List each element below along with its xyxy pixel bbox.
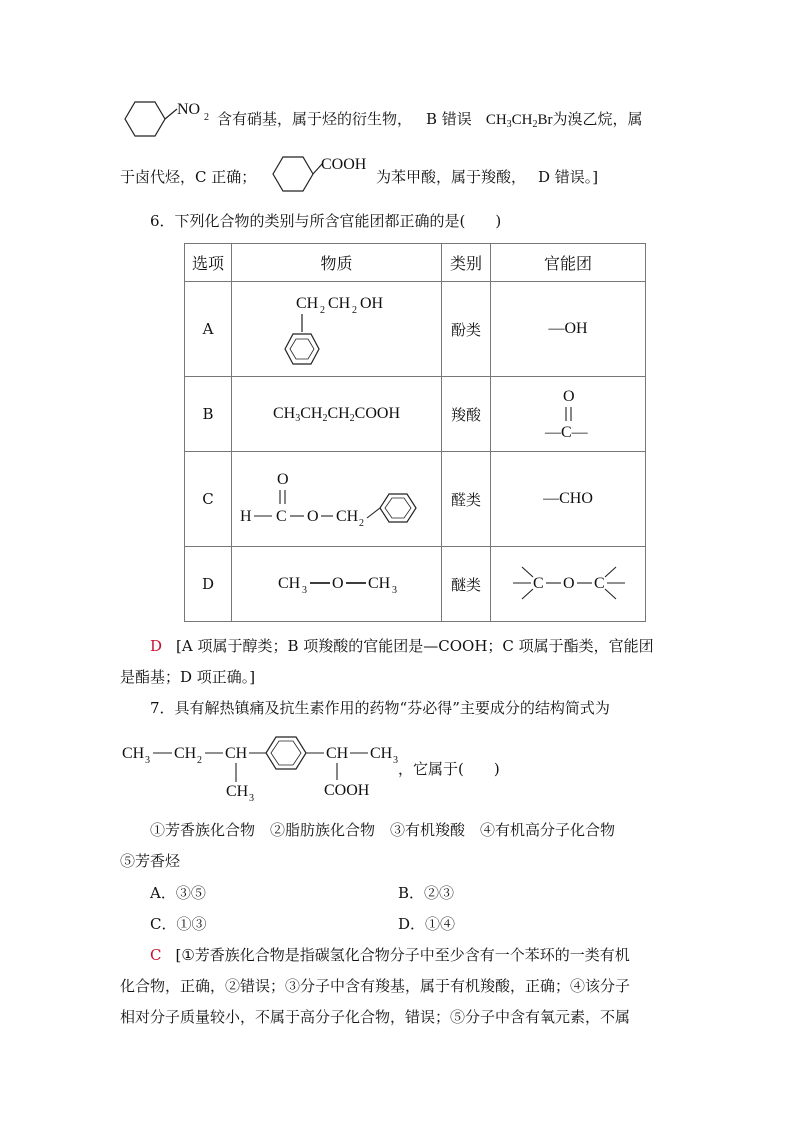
answer-letter-6: D [150, 637, 163, 655]
svg-text:3: 3 [393, 755, 398, 766]
row-b-option: B [185, 377, 232, 452]
svg-text:3: 3 [145, 755, 150, 766]
svg-text:CH: CH [226, 783, 249, 800]
svg-text:2: 2 [320, 305, 325, 316]
nitro-sub: 2 [204, 112, 209, 123]
row-c-category: 醛类 [442, 452, 491, 547]
svg-text:C: C [276, 508, 287, 525]
benzoic-acid-structure [268, 150, 378, 200]
header-group: 官能团 [491, 244, 646, 282]
question-7-items: ①芳香族化合物 ②脂肪族化合物 ③有机羧酸 ④有机高分子化合物 [150, 821, 616, 839]
header-option: 选项 [185, 244, 232, 282]
header-substance: 物质 [232, 244, 442, 282]
nitrobenzene-structure [120, 96, 220, 146]
question-6-answer: D [A 项属于醇类；B 项羧酸的官能团是—COOH；C 项属于酯类，官能团 [150, 637, 654, 655]
svg-text:3: 3 [302, 585, 307, 596]
question-6-table [184, 243, 646, 622]
svg-text:O: O [307, 508, 319, 525]
svg-text:C: C [533, 575, 544, 592]
row-d-category: 醚类 [442, 547, 491, 622]
solution-line-2b: 为苯甲酸，属于羧酸， D 错误。] [376, 168, 599, 186]
nitro-label: NO [177, 101, 201, 118]
svg-text:3: 3 [249, 793, 254, 804]
question-7-items-cont: ⑤芳香烃 [120, 852, 181, 870]
svg-text:CH: CH [368, 575, 391, 592]
solution-text-c: 为溴乙烷，属 [552, 110, 643, 128]
svg-text:COOH: COOH [324, 782, 370, 799]
ibuprofen-structure [120, 730, 410, 809]
row-d-group [491, 547, 646, 622]
row-d-substance [232, 547, 442, 622]
question-7-answer-line-3: 相对分子质量较小，不属于高分子化合物，错误；⑤分子中含有氧元素，不属 [120, 1008, 631, 1026]
table-row [185, 452, 646, 547]
option-c[interactable]: C．①③ [150, 915, 207, 933]
svg-text:CH: CH [225, 745, 248, 762]
svg-text:2: 2 [197, 755, 202, 766]
svg-text:O: O [277, 471, 289, 488]
svg-text:CH: CH [278, 575, 301, 592]
svg-text:—C—: —C— [545, 424, 588, 441]
solution-text-a: 含有硝基，属于烃的衍生物， [217, 110, 413, 128]
table-row [185, 547, 646, 622]
svg-text:2: 2 [359, 518, 364, 529]
svg-text:2: 2 [352, 305, 357, 316]
row-b-category: 羧酸 [442, 377, 491, 452]
table-header-row [185, 244, 646, 282]
svg-text:O: O [563, 575, 575, 592]
row-a-group: —OH [491, 282, 646, 377]
cooh-label: COOH [321, 156, 367, 173]
question-7-answer-line-2: 化合物，正确，②错误；③分子中含有羧基，属于有机羧酸，正确；④该分子 [120, 977, 631, 995]
question-7-belongs: ，它属于( ) [398, 760, 500, 778]
row-a-substance [232, 282, 442, 377]
row-d-option: D [185, 547, 232, 622]
header-category: 类别 [442, 244, 491, 282]
svg-text:H: H [240, 508, 252, 525]
question-7-answer: C [①芳香族化合物是指碳氢化合物分子中至少含有一个苯环的一类有机 [150, 946, 630, 964]
svg-text:O: O [332, 575, 344, 592]
option-d[interactable]: D．①④ [398, 915, 456, 933]
svg-text:CH: CH [336, 508, 359, 525]
row-c-group: —CHO [491, 452, 646, 547]
option-a[interactable]: A．③⑤ [150, 884, 206, 902]
row-c-substance [232, 452, 442, 547]
answer-letter-7: C [150, 946, 162, 964]
svg-text:CH: CH [296, 295, 319, 312]
row-b-substance: $CH_3CH_2CH_2COOH$ [232, 377, 442, 452]
svg-text:CH: CH [174, 745, 197, 762]
question-6-answer-cont: 是酯基；D 项正确。] [120, 668, 256, 686]
svg-text:CH: CH [328, 295, 351, 312]
svg-text:3: 3 [392, 585, 397, 596]
svg-text:OH: OH [360, 295, 384, 312]
svg-text:C: C [594, 575, 605, 592]
table-row [185, 377, 646, 452]
svg-text:CH: CH [370, 745, 393, 762]
row-c-option: C [185, 452, 232, 547]
bromoethane-formula: $CH_3CH_2Br$ [485, 112, 553, 130]
row-a-category: 酚类 [442, 282, 491, 377]
svg-text:CH: CH [326, 745, 349, 762]
question-7-stem: 7．具有解热镇痛及抗生素作用的药物“芬必得”主要成分的结构简式为 [150, 699, 610, 717]
svg-text:O: O [563, 388, 575, 405]
solution-line-1 [217, 108, 643, 129]
option-b[interactable]: B．②③ [398, 884, 455, 902]
solution-text-b: B 错误 [426, 110, 472, 128]
table-row [185, 282, 646, 377]
row-b-group [491, 377, 646, 452]
question-6-stem: 6．下列化合物的类别与所含官能团都正确的是( ) [150, 212, 502, 230]
svg-text:CH: CH [122, 745, 145, 762]
row-a-option: A [185, 282, 232, 377]
solution-line-2a: 于卤代烃，C 正确； [120, 168, 257, 186]
